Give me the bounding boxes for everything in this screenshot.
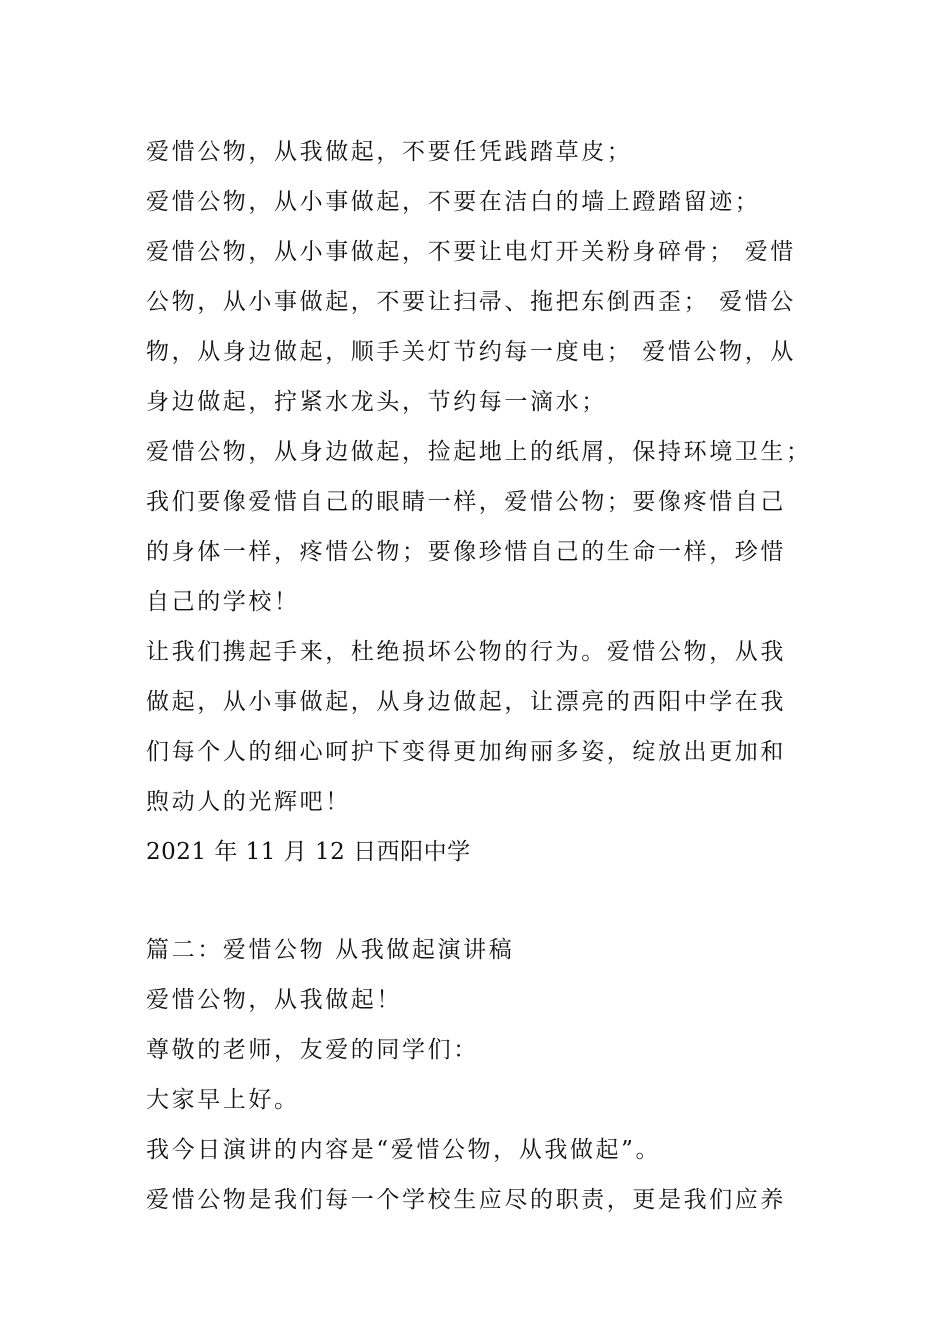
text-line: 让我们携起手来，杜绝损坏公物的行为。爱惜公物，从我: [146, 639, 786, 665]
text-line: 的身体一样，疼惜公物；要像珍惜自己的生命一样，珍惜: [146, 539, 786, 565]
text-line: 们每个人的细心呵护下变得更加绚丽多姿，绽放出更加和: [146, 739, 786, 765]
text-line: 爱惜公物，从身边做起，捡起地上的纸屑，保持环境卫生；: [146, 439, 812, 465]
text-line: 爱惜公物，从小事做起，不要在洁白的墙上蹬踏留迹；: [146, 189, 761, 215]
text-line: 身边做起，拧紧水龙头，节约每一滴水；: [146, 389, 607, 415]
text-line: 我们要像爱惜自己的眼睛一样，爱惜公物；要像疼惜自己: [146, 489, 786, 515]
text-line: 做起，从小事做起，从身边做起，让漂亮的西阳中学在我: [146, 689, 786, 715]
text-line: 我今日演讲的内容是“爱惜公物，从我做起”。: [146, 1137, 662, 1163]
text-line: 自己的学校！: [146, 589, 300, 615]
greeting: 大家早上好。: [146, 1087, 300, 1113]
text-line: 爱惜公物是我们每一个学校生应尽的职责，更是我们应养: [146, 1187, 786, 1213]
section-heading: 篇二：爱惜公物 从我做起演讲稿: [146, 937, 515, 963]
speech-title: 爱惜公物，从我做起！: [146, 987, 402, 1013]
text-line: 煦动人的光辉吧！: [146, 789, 351, 815]
date-signature: 2021 年 11 月 12 日西阳中学: [146, 839, 471, 865]
text-line: 爱惜公物，从小事做起，不要让电灯开关粉身碎骨； 爱惜: [146, 239, 796, 265]
text-line: 物，从身边做起，顺手关灯节约每一度电； 爱惜公物，从: [146, 339, 796, 365]
salutation: 尊敬的老师，友爱的同学们：: [146, 1037, 479, 1063]
text-line: 公物，从小事做起，不要让扫帚、拖把东倒西歪； 爱惜公: [146, 289, 796, 315]
text-line: 爱惜公物，从我做起，不要任凭践踏草皮；: [146, 139, 633, 165]
